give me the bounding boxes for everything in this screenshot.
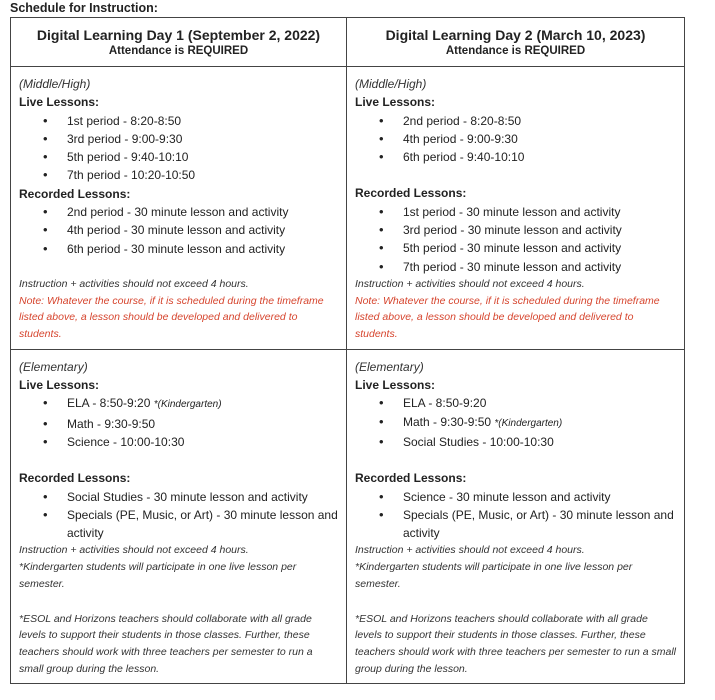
list-item: • 6th period - 30 minute lesson and activity [19,240,338,258]
day2-middle-high-cell [347,67,685,350]
live-lessons-list [355,394,676,451]
instruction-note: Instruction + activities should not exceed 4 hours. [19,277,249,290]
list-item [19,433,338,451]
list-item: • 3rd period - 30 minute lesson and activity [355,221,676,239]
lesson-text: Science - 10:00-10:30 [67,434,185,449]
lesson-text: ELA - 8:50-9:20 [403,396,487,411]
kindergarten-note: *(Kindergarten) [153,399,222,411]
recorded-lessons-heading: Recorded Lessons: [355,471,467,486]
recorded-lessons-list [355,488,676,543]
recorded-lessons-heading: Recorded Lessons: [355,186,467,201]
day2-attendance: Attendance is REQUIRED [445,44,586,57]
live-lessons-heading: Live Lessons: [355,378,436,393]
instruction-note: Instruction + activities should not exceed 4 hours. [355,544,585,557]
day1-attendance: Attendance is REQUIRED [108,44,249,57]
day2-header [347,18,685,67]
level-label: (Elementary) [355,359,424,374]
list-item: • Social Studies - 30 minute lesson and activity [19,488,338,506]
list-item: • 2nd period - 30 minute lesson and activity [19,203,338,221]
list-item: • Specials (PE, Music, or Art) - 30 minute lesson and activity [355,506,676,543]
day1-middle-high-cell [11,67,347,350]
red-note: Note: Whatever the course, if it is scheduled during the timeframe listed above, a lesson should be developed and delivered to students. [19,294,324,341]
red-note: Note: Whatever the course, if it is scheduled during the timeframe listed above, a lesson should be developed and delivered to students. [355,294,660,341]
day2-title: Digital Learning Day 2 (March 10, 2023) [385,26,646,43]
list-item: • 5th period - 30 minute lesson and activity [355,239,676,257]
live-lessons-heading: Live Lessons: [355,95,436,110]
lesson-text: Math - 9:30-9:50 [403,414,495,429]
esol-note: *ESOL and Horizons teachers should collaborate with all grade levels to support their students in those classes. Further, these teachers should work with three teachers per semester to run a small group during the lesson. [355,612,676,675]
elementary-row [11,349,685,684]
recorded-lessons-list [19,488,338,543]
live-lessons-heading: Live Lessons: [19,378,100,393]
instruction-note: Instruction + activities should not exceed 4 hours. [19,544,249,557]
header-row [11,18,685,67]
day1-title: Digital Learning Day 1 (September 2, 2022) [36,26,321,43]
day1-header [11,18,347,67]
recorded-lessons-heading: Recorded Lessons: [19,471,131,486]
list-item: • 6th period - 9:40-10:10 [355,148,676,166]
list-item: • Specials (PE, Music, or Art) - 30 minute lesson and activity [19,506,338,543]
list-item [19,415,338,433]
list-item: • 3rd period - 9:00-9:30 [19,130,338,148]
list-item: • 7th period - 10:20-10:50 [19,166,338,184]
live-lessons-list [19,112,338,185]
lesson-text: Social Studies - 10:00-10:30 [403,434,554,449]
lesson-text: ELA - 8:50-9:20 [67,396,154,411]
list-item: • 7th period - 30 minute lesson and activity [355,258,676,276]
live-lessons-heading: Live Lessons: [19,95,100,110]
live-lessons-list [19,394,338,451]
list-item: • 2nd period - 8:20-8:50 [355,112,676,130]
recorded-lessons-list [19,203,338,258]
list-item: • 1st period - 8:20-8:50 [19,112,338,130]
middle-high-row [11,67,685,350]
page-title: Schedule for Instruction: [10,1,158,15]
kindergarten-note: *(Kindergarten) [494,417,563,429]
list-item: • 5th period - 9:40-10:10 [19,148,338,166]
kindergarten-participation-note: *Kindergarten students will participate in one live lesson per semester. [355,561,633,590]
list-item [355,433,676,451]
level-label: (Middle/High) [355,77,427,91]
kindergarten-participation-note: *Kindergarten students will participate in one live lesson per semester. [19,561,297,590]
list-item [355,413,676,433]
recorded-lessons-list [355,203,676,276]
day2-elementary-cell [347,349,685,684]
live-lessons-list [355,112,676,167]
esol-note: *ESOL and Horizons teachers should collaborate with all grade levels to support their students in those classes. Further, these teachers should work with three teachers per semester to run a small group during the lesson. [19,612,313,675]
level-label: (Middle/High) [19,77,91,91]
day1-elementary-cell [11,349,347,684]
list-item: • Science - 30 minute lesson and activity [355,488,676,506]
list-item: • 4th period - 30 minute lesson and activity [19,221,338,239]
schedule-table [10,17,685,684]
list-item: • 4th period - 9:00-9:30 [355,130,676,148]
recorded-lessons-heading: Recorded Lessons: [19,186,131,201]
list-item [19,394,338,414]
list-item: • 1st period - 30 minute lesson and activity [355,203,676,221]
instruction-note: Instruction + activities should not exceed 4 hours. [355,277,585,290]
level-label: (Elementary) [19,359,88,374]
lesson-text: Math - 9:30-9:50 [67,416,156,431]
list-item [355,394,676,412]
